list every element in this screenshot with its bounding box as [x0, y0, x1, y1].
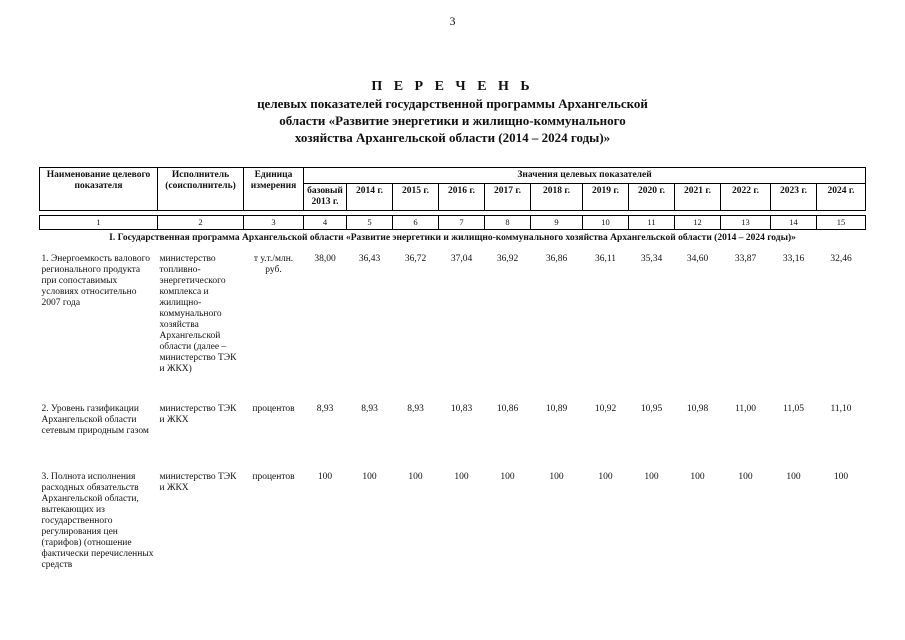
section-row [40, 230, 866, 255]
indicator-value: 11,05 [782, 404, 805, 414]
indicator-name: 3. Полнота исполнения расходных обязательств Архангельской области, вытекающих из государственного регулирования цен (тарифов) (отношение фактически перечисленных средств [41, 472, 154, 570]
header-year: 2019 г. [583, 184, 629, 211]
title-line-1: целевых показателей государственной программы Архангельской [257, 96, 648, 111]
indicator-value: 34,60 [686, 254, 709, 264]
indicator-name: 1. Энергоемкость валового регионального продукта при сопоставимых условиях относительно 2007 года [41, 254, 151, 308]
column-number: 15 [817, 216, 866, 230]
column-number: 6 [393, 216, 439, 230]
header-executor: Исполнитель (соисполнитель) [158, 168, 244, 211]
column-number: 11 [629, 216, 675, 230]
header-year: 2016 г. [439, 184, 485, 211]
header-name: Наименование целевого показателя [40, 168, 158, 211]
header-year: 2015 г. [393, 184, 439, 211]
indicator-value: 36,86 [545, 254, 568, 264]
indicator-unit: т у.т./млн. руб. [253, 254, 294, 275]
indicator-value: 100 [500, 472, 515, 482]
header-unit: Единица измерения [244, 168, 304, 211]
indicator-value: 100 [690, 472, 705, 482]
header-year: 2014 г. [347, 184, 393, 211]
indicator-value: 32,46 [830, 254, 852, 264]
indicator-value: 36,92 [496, 254, 519, 264]
title-line-2: области «Развитие энергетики и жилищно-коммунального [279, 113, 626, 128]
indicator-executor: министерство топливно-энергетического комплекса и жилищно-коммунального хозяйства Архангельской области (далее – министерство ТЭК и ЖКХ) [159, 254, 237, 374]
indicator-value: 100 [317, 472, 333, 482]
header-year: 2017 г. [485, 184, 531, 211]
indicator-value: 100 [549, 472, 564, 482]
header-year: 2018 г. [531, 184, 583, 211]
indicator-value: 33,87 [734, 254, 757, 264]
header-year: 2023 г. [771, 184, 817, 211]
column-number: 1 [40, 216, 158, 230]
indicator-value: 11,10 [830, 404, 852, 414]
column-number: 10 [583, 216, 629, 230]
table-row [40, 254, 866, 404]
indicator-value: 35,34 [640, 254, 663, 264]
indicator-value: 100 [738, 472, 753, 482]
column-number: 12 [675, 216, 721, 230]
column-number: 4 [304, 216, 347, 230]
section-title: I. Государственная программа Архангельской области «Развитие энергетики и жилищно-коммунального хозяйства Архангельской области (2014 – 2024 годы)» [109, 233, 796, 243]
header-year: 2024 г. [817, 184, 866, 211]
indicator-value: 100 [833, 472, 849, 482]
header-year: 2020 г. [629, 184, 675, 211]
indicator-value: 8,93 [407, 404, 424, 414]
indicator-value: 36,43 [358, 254, 381, 264]
header-row-1 [40, 168, 866, 184]
indicator-value: 10,95 [640, 404, 663, 414]
indicator-executor: министерство ТЭК и ЖКХ [159, 404, 237, 425]
column-number: 8 [485, 216, 531, 230]
column-number: 14 [771, 216, 817, 230]
indicator-value: 8,93 [361, 404, 378, 414]
column-number: 3 [244, 216, 304, 230]
indicators-table [39, 167, 866, 571]
indicator-value: 8,93 [316, 404, 334, 414]
indicator-value: 100 [454, 472, 469, 482]
indicator-value: 37,04 [450, 254, 473, 264]
column-number: 7 [439, 216, 485, 230]
indicator-value: 100 [644, 472, 659, 482]
header-year: 2021 г. [675, 184, 721, 211]
indicator-name: 2. Уровень газификации Архангельской области сетевым природным газом [41, 404, 149, 436]
indicator-unit: процентов [252, 472, 295, 482]
indicator-executor: министерство ТЭК и ЖКХ [159, 472, 237, 493]
indicator-value: 10,83 [450, 404, 473, 414]
indicator-value: 36,72 [404, 254, 427, 264]
indicator-value: 11,00 [734, 404, 757, 414]
table-row [40, 404, 866, 472]
indicator-value: 10,92 [594, 404, 617, 414]
header-year: 2022 г. [721, 184, 771, 211]
column-number: 13 [721, 216, 771, 230]
indicator-value: 100 [408, 472, 423, 482]
indicator-value: 100 [786, 472, 801, 482]
indicator-value: 10,86 [496, 404, 519, 414]
column-number: 2 [158, 216, 244, 230]
column-number: 9 [531, 216, 583, 230]
indicator-value: 100 [598, 472, 613, 482]
indicator-value: 33,16 [782, 254, 805, 264]
indicator-value: 10,89 [545, 404, 568, 414]
header-values-group: Значения целевых показателей [304, 168, 866, 184]
document-title [0, 78, 905, 146]
indicator-value: 38,00 [314, 254, 336, 264]
header-year: базовый 2013 г. [304, 184, 347, 211]
indicator-value: 36,11 [594, 254, 617, 264]
table-row [40, 472, 866, 571]
indicator-unit: процентов [252, 404, 295, 414]
column-number-row [40, 216, 866, 230]
indicator-value: 10,98 [686, 404, 709, 414]
indicator-value: 100 [362, 472, 377, 482]
column-number: 5 [347, 216, 393, 230]
page-number: 3 [449, 14, 456, 28]
title-line-3: хозяйства Архангельской области (2014 – 2024 годы)» [294, 130, 611, 145]
title-main: П Е Р Е Ч Е Н Ь [371, 79, 534, 94]
